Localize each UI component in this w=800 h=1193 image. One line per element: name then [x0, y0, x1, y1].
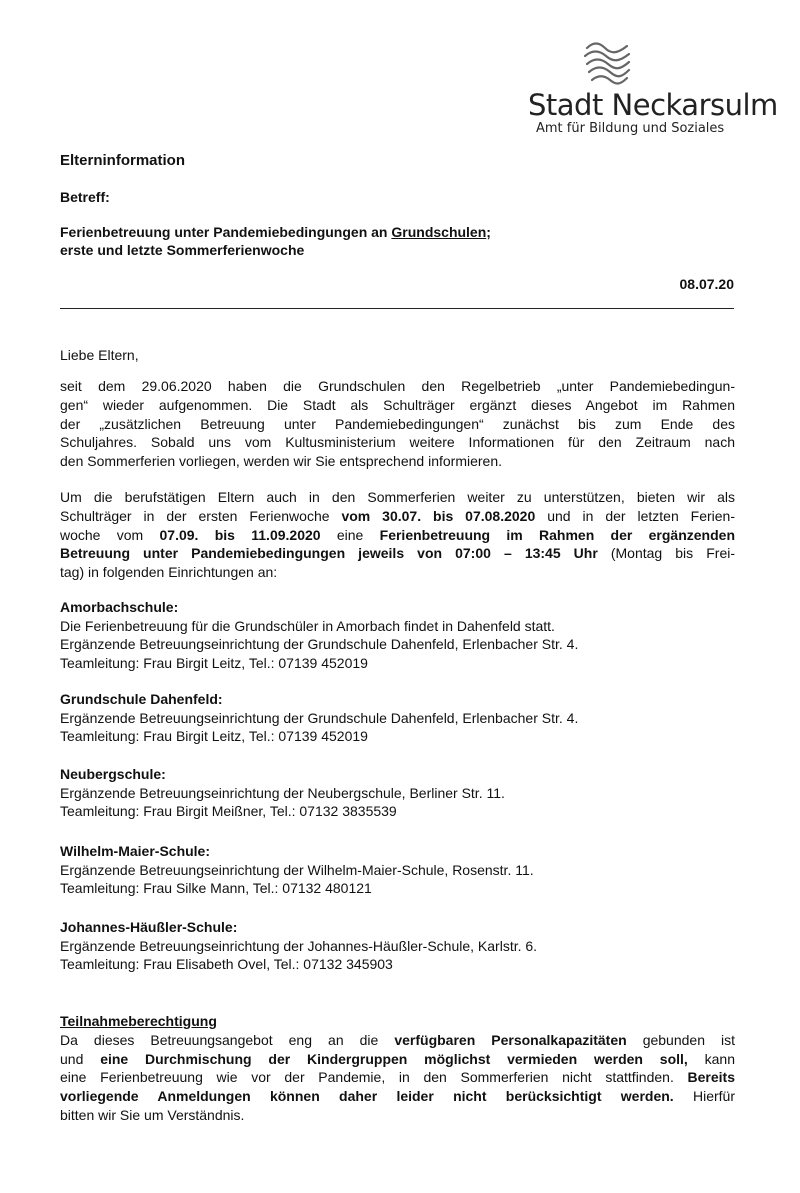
text-run: kann — [687, 1050, 735, 1067]
text-run: woche vom — [60, 526, 160, 543]
logo-department: Amt für Bildung und Soziales — [536, 121, 725, 136]
first-week-dates: vom 30.07. bis 07.08.2020 — [341, 507, 536, 524]
city-logo — [528, 40, 778, 140]
subject-line-1 — [60, 224, 491, 240]
paragraph-line: gen“ wieder aufgenommen. Die Stadt als Schulträger ergänzt dieses Angebot im Rahmen — [60, 396, 735, 413]
school-name: Johannes-Häußler-Schule: — [60, 919, 238, 935]
bold-text-run: eine Durchmischung der Kindergruppen möglichst vermieden werden soll, — [100, 1050, 688, 1067]
school-block-neuberg — [60, 765, 735, 821]
text-run: (Montag bis Frei- — [597, 545, 735, 562]
text-run: und — [60, 1050, 101, 1067]
school-info-line: Ergänzende Betreuungseinrichtung der Wilhelm-Maier-Schule, Rosenstr. 11. — [60, 861, 534, 878]
paragraph-line — [60, 1087, 735, 1106]
school-info-line: Ergänzende Betreuungseinrichtung der Grundschule Dahenfeld, Erlenbacher Str. 4. — [60, 709, 579, 726]
text-run: eine — [320, 526, 380, 543]
bold-text-run: Ferienbetreuung im Rahmen der ergänzenden — [379, 526, 735, 543]
paragraph-line — [60, 1050, 735, 1069]
paragraph-intro — [60, 377, 735, 471]
paragraph-line: tag) in folgenden Einrichtungen an: — [60, 564, 278, 581]
text-run: gebunden ist — [626, 1031, 736, 1048]
text-run: eine Ferienbetreuung wie vor der Pandemie, in den Sommerferien nicht stattfinden. — [60, 1069, 688, 1086]
subject-line-1-pre: Ferienbetreuung unter Pandemiebedingungen an — [60, 224, 392, 240]
last-week-dates: 07.09. bis 11.09.2020 — [159, 526, 321, 543]
bold-text-run: vorliegende Anmeldungen können daher leider nicht berücksichtigt werden. — [60, 1088, 674, 1105]
logo-city-name: Stadt Neckarsulm — [528, 88, 778, 122]
subject-label: Betreff: — [60, 189, 110, 205]
paragraph-line: Schuljahres. Sobald uns vom Kultusministerium weitere Informationen für den Zeitraum nach — [60, 434, 735, 451]
school-name: Neubergschule: — [60, 766, 166, 782]
text-run: Hierfür — [673, 1088, 735, 1105]
school-info-line: Ergänzende Betreuungseinrichtung der Grundschule Dahenfeld, Erlenbacher Str. 4. — [60, 636, 579, 653]
paragraph-line — [60, 1031, 735, 1050]
school-block-wilhelm-maier — [60, 842, 735, 898]
school-info-line: Ergänzende Betreuungseinrichtung der Neubergschule, Berliner Str. 11. — [60, 784, 505, 801]
section-heading: Teilnahmeberechtigung — [60, 1013, 217, 1029]
paragraph-line: Um die berufstätigen Eltern auch in den Sommerferien weiter zu unterstützen, bieten wir als — [60, 489, 735, 505]
text-run: und in der letzten Ferien- — [535, 507, 736, 524]
paragraph-line — [60, 526, 735, 545]
paragraph-line — [60, 544, 735, 563]
school-info-line: Teamleitung: Frau Silke Mann, Tel.: 07132 480121 — [60, 880, 372, 897]
school-block-amorbach — [60, 598, 735, 672]
subject-line-1-post: ; — [486, 224, 491, 240]
text-run: Schulträger in der ersten Ferienwoche — [60, 507, 342, 524]
school-info-line: Ergänzende Betreuungseinrichtung der Johannes-Häußler-Schule, Karlstr. 6. — [60, 937, 538, 954]
school-info-line: Teamleitung: Frau Elisabeth Ovel, Tel.: 07132 345903 — [60, 956, 393, 973]
paragraph-line: den Sommerferien vorliegen, werden wir Sie entsprechend informieren. — [60, 453, 502, 470]
school-info-line: Teamleitung: Frau Birgit Meißner, Tel.: 07132 3835539 — [60, 803, 397, 820]
bold-text-run: verfügbaren Personalkapazitäten — [394, 1031, 627, 1048]
school-block-dahenfeld — [60, 690, 735, 746]
paragraph-line: bitten wir Sie um Verständnis. — [60, 1106, 245, 1123]
paragraph-offer — [60, 488, 735, 582]
bold-text-run: Bereits — [687, 1069, 735, 1086]
text-run: Da dieses Betreuungsangebot eng an die — [60, 1031, 395, 1048]
subject-underlined-word: Grundschulen — [391, 224, 487, 240]
paragraph-line — [60, 507, 735, 526]
letter-date: 08.07.20 — [679, 276, 734, 292]
care-hours: Betreuung unter Pandemiebedingungen jeweils von 07:00 – 13:45 Uhr — [60, 545, 598, 562]
paragraph-eligibility — [60, 1012, 735, 1125]
paragraph-line: seit dem 29.06.2020 haben die Grundschulen den Regelbetrieb „unter Pandemiebedingun- — [60, 378, 735, 394]
school-block-johannes-haeussler — [60, 918, 735, 974]
header-divider — [60, 308, 734, 309]
school-name: Wilhelm-Maier-Schule: — [60, 843, 211, 859]
wave-lines-logo-icon — [583, 40, 633, 86]
subject-line-2: erste und letzte Sommerferienwoche — [60, 242, 305, 258]
paragraph-line: der „zusätzlichen Betreuung unter Pandemiebedingungen“ zunächst bis zum Ende des — [60, 415, 735, 432]
school-info-line: Teamleitung: Frau Birgit Leitz, Tel.: 07139 452019 — [60, 654, 368, 671]
school-name: Amorbachschule: — [60, 599, 179, 615]
school-info-line: Teamleitung: Frau Birgit Leitz, Tel.: 07139 452019 — [60, 728, 368, 745]
school-info-line: Die Ferienbetreuung für die Grundschüler in Amorbach findet in Dahenfeld statt. — [60, 617, 555, 634]
salutation: Liebe Eltern, — [60, 347, 139, 363]
document-title: Elterninformation — [60, 152, 186, 169]
paragraph-line — [60, 1068, 735, 1087]
school-name: Grundschule Dahenfeld: — [60, 691, 223, 707]
